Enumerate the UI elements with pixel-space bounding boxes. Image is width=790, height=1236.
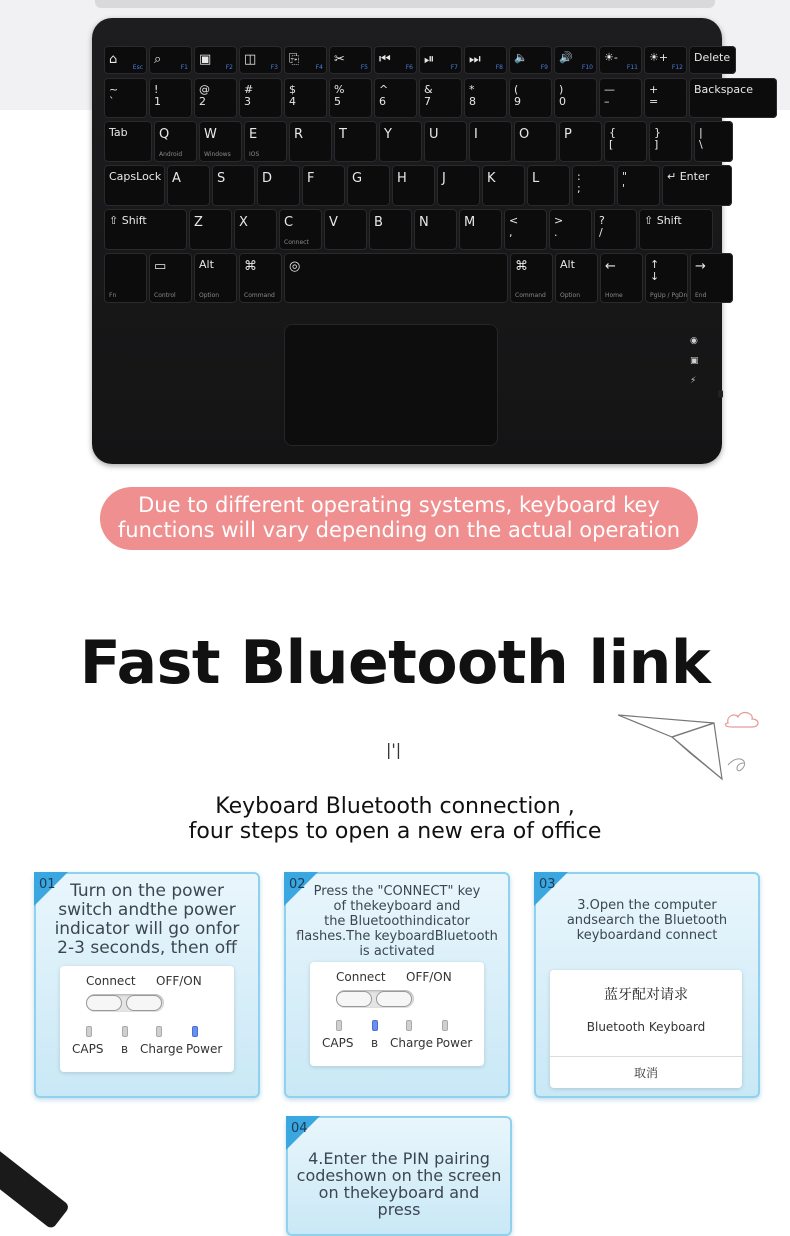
keyboard-key	[167, 165, 210, 206]
key-fn-label: F8	[495, 64, 503, 71]
keyboard-key	[149, 78, 192, 118]
key-label: { [	[609, 126, 616, 151]
key-label: ⏯	[424, 52, 435, 67]
key-fn-label: F6	[405, 64, 413, 71]
key-label: →	[695, 259, 706, 274]
paper-plane-icon	[610, 705, 770, 785]
key-label: ⌘	[244, 259, 257, 274]
keyboard-key	[379, 121, 422, 162]
keyboard-key	[645, 253, 688, 303]
key-label: H	[397, 171, 407, 186]
key-label: @ 2	[199, 83, 210, 108]
keyboard-key	[104, 46, 147, 74]
keyboard-key	[555, 253, 598, 303]
keyboard-row	[104, 121, 735, 162]
key-label: N	[419, 215, 429, 230]
keyboard-key	[104, 121, 152, 162]
power-indicator	[192, 1026, 198, 1037]
bt-indicator	[372, 1020, 378, 1031]
keyboard-key	[244, 121, 287, 162]
keyboard-key	[374, 78, 417, 118]
keyboard-key	[690, 253, 733, 303]
keyboard-key	[212, 165, 255, 206]
key-label: V	[329, 215, 338, 230]
key-fn-label: F5	[360, 64, 368, 71]
key-label: ▭	[154, 259, 167, 274]
bt-label: ʙ	[371, 1036, 378, 1050]
key-label: Alt	[560, 258, 575, 271]
keyboard-key	[694, 121, 733, 162]
caps-indicator	[336, 1020, 342, 1031]
key-fn-label: Esc	[132, 64, 143, 71]
decorative-glyph: |'|	[386, 740, 402, 759]
step-card-2	[284, 872, 510, 1098]
keyboard-key	[194, 46, 237, 74]
keyboard-key	[239, 253, 282, 303]
key-sublabel: End	[695, 292, 707, 299]
key-label: ✂	[334, 52, 345, 67]
power-indicator	[442, 1020, 448, 1031]
dialog-cancel-button[interactable]: 取消	[633, 1066, 658, 1080]
keyboard-key	[459, 209, 502, 250]
keyboard-key	[189, 209, 232, 250]
keyboard-key	[464, 78, 507, 118]
key-label: } ]	[654, 126, 661, 151]
key-label: ⌕	[154, 52, 162, 67]
key-label: > .	[554, 214, 564, 239]
key-label: ←	[605, 259, 616, 274]
keyboard-key	[469, 121, 512, 162]
key-label: Tab	[109, 126, 128, 139]
step-card-1	[34, 872, 260, 1098]
keyboard-key	[594, 209, 637, 250]
key-label: | \	[699, 126, 703, 151]
keyboard-key	[302, 165, 345, 206]
key-sublabel: PgUp / PgDn	[650, 292, 688, 299]
keyboard-key	[599, 46, 642, 74]
keyboard-key	[599, 78, 642, 118]
charge-label: Charge	[140, 1042, 184, 1056]
key-label: Y	[384, 127, 392, 142]
keyboard-image	[92, 18, 753, 464]
device-panel	[60, 966, 234, 1072]
key-label: % 5	[334, 83, 345, 108]
keyboard-key	[644, 78, 687, 118]
keyboard-key	[554, 46, 597, 74]
step-text: 3.Open the computer andsearch the Bluetooth keyboardand connect	[566, 898, 728, 943]
connect-label: Connect	[86, 974, 136, 988]
key-sublabel: Command	[515, 292, 546, 299]
notice-line-2: functions will vary depending on the actual operation	[117, 518, 681, 542]
key-label: ⌘	[515, 259, 528, 274]
keyboard-key	[644, 46, 687, 74]
keyboard-key	[234, 209, 277, 250]
key-label: ⇧ Shift	[109, 214, 147, 227]
keyboard-key	[239, 78, 282, 118]
key-label: ? /	[599, 214, 605, 239]
key-label: ◫	[244, 52, 257, 67]
keyboard-key	[194, 78, 237, 118]
key-label: ⇧ Shift	[644, 214, 682, 227]
keyboard-key	[239, 46, 282, 74]
touchpad	[284, 324, 498, 446]
key-sublabel: Option	[560, 292, 581, 299]
dialog-device-name: Bluetooth Keyboard	[586, 1020, 706, 1034]
keyboard-key	[639, 209, 713, 250]
keyboard-key	[374, 46, 417, 74]
key-label: * 8	[469, 83, 476, 108]
keyboard-key	[329, 46, 372, 74]
key-label: ⏭	[469, 52, 481, 67]
keyboard-key	[509, 78, 552, 118]
keyboard-key	[424, 121, 467, 162]
keyboard-row	[104, 253, 735, 303]
key-label: B	[374, 215, 383, 230]
charge-indicator	[406, 1020, 412, 1031]
key-label: ) 0	[559, 83, 566, 108]
notice-line-1: Due to different operating systems, keyboard key	[138, 493, 660, 517]
keyboard-key	[104, 209, 187, 250]
step-text: 4.Enter the PIN pairing codeshown on the screen on thekeyboard and press	[296, 1149, 502, 1219]
keyboard-key	[689, 78, 777, 118]
keyboard-key	[104, 165, 165, 206]
key-sublabel: Home	[605, 292, 623, 299]
keyboard-key	[527, 165, 570, 206]
key-label: ! 1	[154, 83, 161, 108]
key-sublabel: IOS	[249, 151, 260, 158]
connect-label: Connect	[336, 970, 386, 984]
os-notice-banner	[100, 487, 698, 550]
power-label: Power	[436, 1036, 473, 1050]
keyboard-key	[572, 165, 615, 206]
key-fn-label: F10	[581, 64, 593, 71]
step-text: Press the "CONNECT" key of thekeyboard and the Bluetoothindicator flashes.The keyboardBluetooth is activated	[296, 884, 498, 959]
key-label: " '	[622, 170, 628, 195]
key-label: D	[262, 171, 273, 186]
key-label: ⌂	[109, 52, 118, 67]
keyboard-key	[324, 209, 367, 250]
key-label: L	[532, 171, 540, 186]
key-sublabel: Fn	[109, 292, 117, 299]
keyboard-key	[392, 165, 435, 206]
key-sublabel: Connect	[284, 239, 309, 246]
charge-indicator	[156, 1026, 162, 1037]
key-label: W	[204, 127, 217, 142]
keyboard-key	[279, 209, 322, 250]
key-fn-label: F4	[315, 64, 323, 71]
key-label: ( 9	[514, 83, 521, 108]
power-switch	[718, 390, 723, 398]
keyboard-key	[600, 253, 643, 303]
tablet-corner-image	[0, 1120, 70, 1230]
keyboard-key	[514, 121, 557, 162]
keyboard-key	[284, 78, 327, 118]
key-label: — –	[604, 83, 615, 108]
key-label: ↑ ↓	[650, 258, 660, 283]
keyboard-key	[617, 165, 660, 206]
key-sublabel: Option	[199, 292, 220, 299]
key-label: + =	[649, 83, 659, 108]
key-label: ↵ Enter	[667, 170, 710, 183]
keyboard-key	[649, 121, 692, 162]
key-label: Z	[194, 215, 203, 230]
subtitle-line-1: Keyboard Bluetooth connection ,	[215, 794, 575, 819]
step-card-3	[534, 872, 760, 1098]
key-label: ☀+	[649, 51, 669, 64]
step-number: 02	[289, 877, 306, 892]
keyboard-key	[329, 78, 372, 118]
key-fn-label: F2	[225, 64, 233, 71]
key-label: & 7	[424, 83, 433, 108]
key-label: T	[339, 127, 347, 142]
keyboard-key	[689, 46, 736, 74]
key-label: $ 4	[289, 83, 296, 108]
key-label: J	[442, 171, 446, 186]
keyboard-key	[554, 78, 597, 118]
key-label: 🔊	[559, 51, 573, 64]
keyboard-key	[284, 46, 327, 74]
step-card-4	[286, 1116, 512, 1236]
key-label: E	[249, 127, 258, 142]
key-label: G	[352, 171, 363, 186]
keyboard-key	[257, 165, 300, 206]
caps-indicator	[86, 1026, 92, 1037]
step-number: 03	[539, 877, 556, 892]
key-fn-label: F11	[626, 64, 638, 71]
keyboard-key	[289, 121, 332, 162]
key-sublabel: Command	[244, 292, 275, 299]
dialog-title: 蓝牙配对请求	[604, 987, 688, 1003]
step-number: 04	[291, 1121, 308, 1136]
page-title: Fast Bluetooth link	[79, 628, 711, 698]
key-label: CapsLock	[109, 170, 162, 183]
keyboard-key	[414, 209, 457, 250]
bt-indicator	[122, 1026, 128, 1037]
key-sublabel: Windows	[204, 151, 231, 158]
caps-label: CAPS	[72, 1042, 104, 1056]
keyboard-key	[559, 121, 602, 162]
key-label: F	[307, 171, 315, 186]
key-sublabel: Android	[159, 151, 183, 158]
power-label: Power	[186, 1042, 223, 1056]
keyboard-row	[104, 78, 779, 118]
keyboard-key	[504, 209, 547, 250]
bt-label: ʙ	[121, 1042, 128, 1056]
keyboard-key	[149, 46, 192, 74]
keyboard-key	[369, 209, 412, 250]
key-label: R	[294, 127, 304, 142]
key-label: < ,	[509, 214, 519, 239]
keyboard-key	[604, 121, 647, 162]
keyboard-row	[104, 46, 738, 74]
key-label: ⎘	[289, 52, 300, 67]
key-label: ☀-	[604, 51, 618, 64]
key-label: ^ 6	[379, 83, 389, 108]
switch-track	[336, 990, 414, 1008]
step-text: Turn on the power switch andthe power indicator will go onfor 2-3 seconds, then off	[54, 881, 240, 958]
section-subtitle	[0, 794, 790, 844]
key-fn-label: F3	[270, 64, 278, 71]
keyboard-key	[437, 165, 480, 206]
switch-track	[86, 994, 164, 1012]
key-fn-label: F1	[180, 64, 188, 71]
subtitle-line-2: four steps to open a new era of office	[188, 819, 602, 844]
keyboard-key	[104, 253, 147, 303]
caps-led-icon: ▣	[690, 356, 699, 366]
key-label: M	[464, 215, 476, 230]
key-label: : ;	[577, 170, 581, 195]
key-label: Backspace	[694, 83, 753, 96]
key-label: ⏮	[379, 52, 391, 67]
pairing-dialog	[550, 970, 742, 1088]
keyboard-key	[199, 121, 242, 162]
keyboard-row	[104, 209, 715, 250]
caps-label: CAPS	[322, 1036, 354, 1050]
key-label: ▣	[199, 52, 212, 67]
wifi-led-icon: ◉	[690, 336, 698, 346]
charge-label: Charge	[390, 1036, 434, 1050]
keyboard-key	[419, 78, 462, 118]
key-label: S	[217, 171, 226, 186]
keyboard-key	[419, 46, 462, 74]
keyboard-key	[464, 46, 507, 74]
offon-label: OFF/ON	[156, 974, 202, 988]
key-label: 🔈	[514, 51, 528, 64]
keyboard-row	[104, 165, 734, 206]
step-number: 01	[39, 877, 56, 892]
key-label: ~ `	[109, 83, 119, 108]
keyboard-key	[334, 121, 377, 162]
key-label: Alt	[199, 258, 214, 271]
keyboard-key	[482, 165, 525, 206]
keyboard-key	[662, 165, 732, 206]
tablet-top-edge	[95, 0, 715, 8]
key-fn-label: F12	[671, 64, 683, 71]
keyboard-key	[284, 253, 508, 303]
key-label: O	[519, 127, 530, 142]
key-label: ◎	[289, 259, 301, 274]
key-label: Q	[159, 127, 170, 142]
key-label: Delete	[694, 51, 731, 64]
keyboard-key	[104, 78, 147, 118]
keyboard-key	[549, 209, 592, 250]
key-fn-label: F7	[450, 64, 458, 71]
keyboard-key	[347, 165, 390, 206]
keyboard-key	[154, 121, 197, 162]
key-label: K	[487, 171, 496, 186]
key-label: X	[239, 215, 248, 230]
key-sublabel: Control	[154, 292, 176, 299]
key-fn-label: F9	[540, 64, 548, 71]
keyboard-key	[149, 253, 192, 303]
key-label: I	[474, 127, 478, 142]
key-label: P	[564, 127, 572, 142]
key-label: A	[172, 171, 181, 186]
key-label: # 3	[244, 83, 254, 108]
device-panel	[310, 962, 484, 1066]
keyboard-key	[510, 253, 553, 303]
keyboard-key	[194, 253, 237, 303]
charge-led-icon: ⚡	[690, 376, 697, 386]
keyboard-key	[509, 46, 552, 74]
offon-label: OFF/ON	[406, 970, 452, 984]
key-label: U	[429, 127, 439, 142]
key-label: C	[284, 215, 294, 230]
